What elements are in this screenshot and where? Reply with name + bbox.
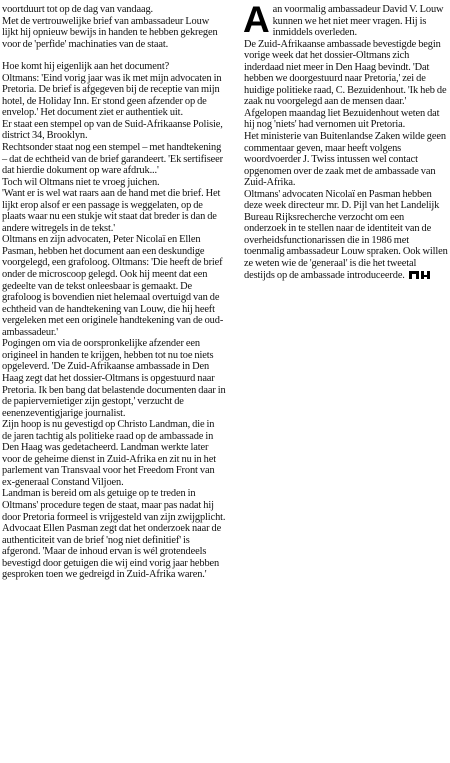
paragraph: Hoe komt hij eigenlijk aan het document? bbox=[2, 61, 170, 73]
paragraph: 'Want er is wel wat raars aan de hand met die brief. Het lijkt erop alsof er een passage is weggelaten, op de plaats waar nu een stukje wit staat dat breder is dan de andere witregels in de tekst.' bbox=[2, 188, 221, 234]
paragraph-with-dropcap bbox=[243, 0, 448, 40]
end-of-article-icon bbox=[409, 270, 431, 279]
paragraph: Rechtsonder staat nog een stempel – met handtekening – dat de echtheid van de brief garandeert. 'Ek sertifiseer dat hierdie dokument op ware afdruk...' bbox=[2, 142, 223, 177]
paragraph: Met de vertrouwelijke brief van ambassadeur Louw lijkt hij opnieuw bewijs in handen te hebben gekregen voor de 'perfide' machinaties van de staat. bbox=[2, 15, 218, 50]
paragraph: voortduurt tot op de dag van vandaag. bbox=[2, 4, 153, 15]
paragraph: De Zuid-Afrikaanse ambassade bevestigde begin vorige week dat het dossier-Oltmans zich inderdaad niet meer in Den Haag bevindt. 'Dat hebben we doorgestuurd naar Pretoria,' zei de huidige politieke raad, C. Bezuidenhout. 'Ik heb de zaak nu voorgelegd aan de mensen daar.' Afgelopen maandag liet Bezuidenhout weten dat hij nog 'niets' had vernomen uit Pretoria. bbox=[244, 38, 447, 131]
paragraph-text: Oltmans' advocaten Nicolaï en Pasman hebben deze week directeur mr. D. Pijl van het Landelijk Bureau Rijksrecherche verzocht om een onderzoek in te stellen naar de identiteit van de overheidsfunctionarissen die in 1986 met toenmalig ambassadeur Louw spraken. Ook willen ze weten wie de 'generaal' is die het tweetal destijds op de ambassade introduceerde. bbox=[244, 188, 448, 281]
drop-cap: A bbox=[243, 0, 270, 40]
paragraph-with-endmark bbox=[244, 189, 448, 281]
paragraph: Landman is bereid om als getuige op te treden in Oltmans' procedure tegen de staat, maar pas nadat hij door Pretoria formeel is vrijgesteld van zijn zwijgplicht. bbox=[2, 488, 226, 523]
paragraph: Oltmans: 'Eind vorig jaar was ik met mijn advocaten in Pretoria. De brief is afgegeven bij de receptie van mijn hotel, de Holiday Inn. Er stond geen afzender op de envelop.' Het document ziet er authentiek uit. bbox=[2, 72, 222, 119]
paragraph-text: an voormalig ambassadeur David V. Louw kunnen we het niet meer vragen. Hij is inmiddels overleden. bbox=[272, 4, 444, 39]
article-column-left bbox=[2, 4, 226, 581]
paragraph: Er staat een stempel op van de Suid-Afrikaanse Polisie, district 34, Brooklyn. bbox=[2, 118, 223, 142]
paragraph: Advocaat Ellen Pasman zegt dat het onderzoek naar de authenticiteit van de brief 'nog niet definitief' is afgerond. 'Maar de inhoud ervan is wél grotendeels bevestigd door getuigen die wij eind vorig jaar hebben gesproken toen we gedreigd in Zuid-Afrika waren.' bbox=[2, 523, 222, 581]
paragraph: Pogingen om via de oorspronkelijke afzender een origineel in handen te krijgen, hebben tot nu toe niets opgeleverd. 'De Zuid-Afrikaanse ambassade in Den Haag zegt dat het dossier-Oltmans is opgestuurd naar Pretoria. Ik ben bang dat belastende documenten daar in de papiervernietiger zijn gestopt,' verzucht de eenenzeventigjarige journalist. bbox=[2, 338, 226, 419]
paragraph: Toch wil Oltmans niet te vroeg juichen. bbox=[2, 176, 160, 188]
paragraph: Het ministerie van Buitenlandse Zaken wilde geen commentaar geven, maar heeft volgens woordvoerder J. Twiss intussen wel contact opgenomen over de zaak met de ambassade van Zuid-Afrika. bbox=[244, 131, 446, 189]
article-column-right bbox=[243, 0, 448, 281]
paragraph: Zijn hoop is nu gevestigd op Christo Landman, die in de jaren tachtig als politieke raad op de ambassade in Den Haag was gedetacheerd. Landman werkte later voor de geheime dienst in Zuid-Afrika en zit nu in het parlement van Transvaal voor het Freedom Front van ex-generaal Constand Viljoen. bbox=[2, 419, 217, 488]
paragraph: Oltmans en zijn advocaten, Peter Nicolaï en Ellen Pasman, hebben het document aan een deskundige voorgelegd, een grafoloog. Oltmans: 'Die heeft de brief onder de microscoop gelegd. Ook hij meent dat een gedeelte van de tekst onleesbaar is gemaakt. De grafoloog is bovendien niet helemaal overtuigd van de echtheid van de handtekening van Louw, die hij heeft vergeleken met een originele handtekening van de oud-ambassadeur.' bbox=[2, 234, 224, 338]
